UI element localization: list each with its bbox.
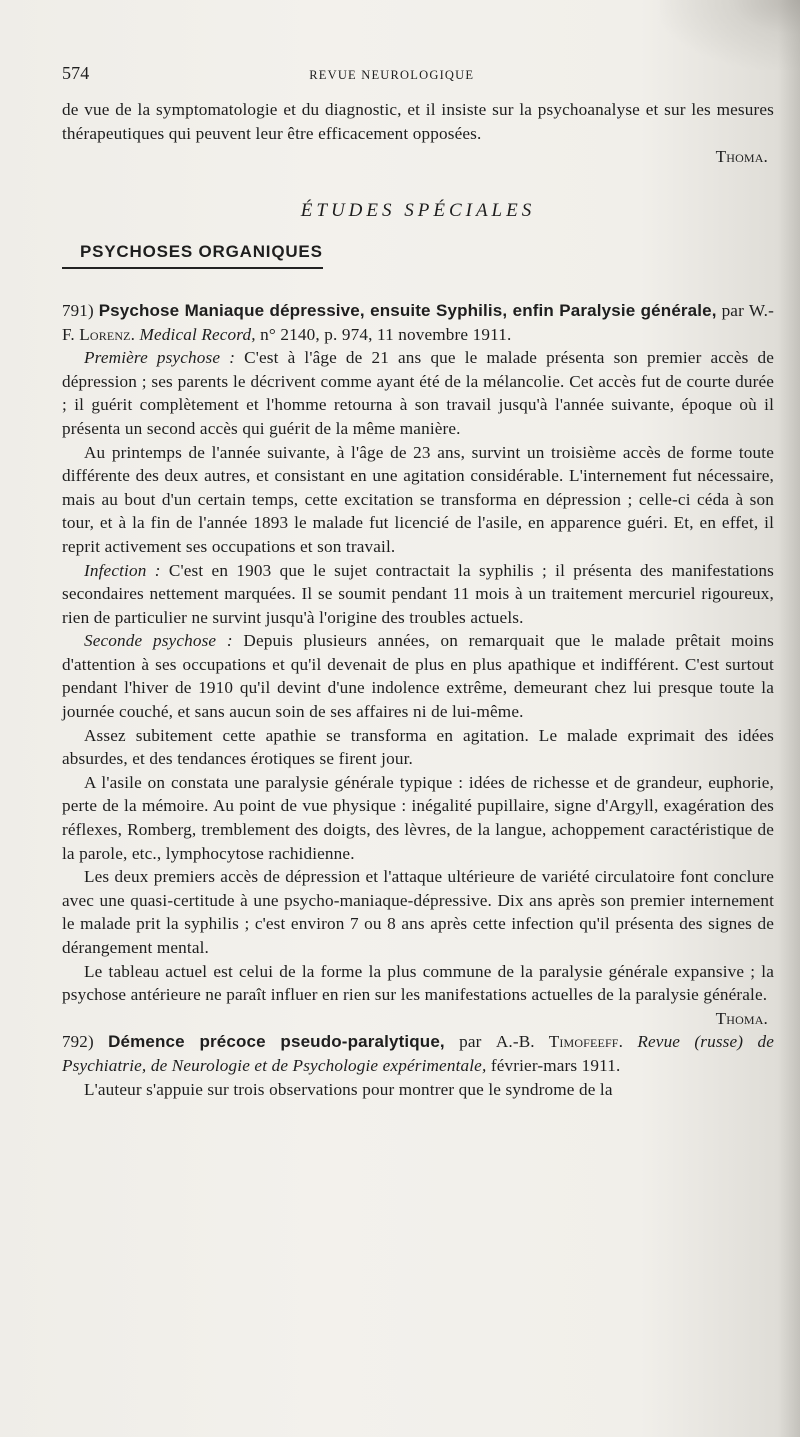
- entry-791-para-8: Le tableau actuel est celui de la forme la plus commune de la paralysie générale expansive ; la psychose antérieure ne paraît influer en rien sur les manifestations actuelles de la paralysie générale.: [62, 961, 774, 1005]
- page-header: [62, 62, 774, 92]
- entry-792-para-1: L'auteur s'appuie sur trois observations pour montrer que le syndrome de la: [84, 1079, 613, 1099]
- entry-792-title: Démence précoce pseudo-paralytique,: [108, 1032, 445, 1052]
- entry-792-citation: février-mars 1911.: [486, 1055, 621, 1075]
- entry-791-by: par: [716, 300, 749, 320]
- second-psychosis-label: Seconde psychose :: [84, 631, 233, 651]
- page-number: 574: [62, 63, 90, 83]
- infection-label: Infection :: [84, 560, 161, 580]
- first-psychosis-label: Première psychose :: [84, 348, 236, 368]
- entry-792-by: par: [444, 1032, 496, 1052]
- section-title: ÉTUDES SPÉCIALES: [300, 199, 536, 221]
- entry-791-number: 791): [62, 300, 94, 320]
- running-title: REVUE NEUROLOGIQUE: [309, 68, 475, 82]
- entry-792-heading: [62, 1030, 774, 1077]
- entry-792-journal: Revue (russe) de Psychiatrie, de Neurologie et de Psychologie expérimentale,: [62, 1032, 774, 1075]
- entry-792-author: A.-B. Timofeeff.: [495, 1032, 624, 1052]
- entry-791-para-6: A l'asile on constata une paralysie générale typique : idées de richesse et de grandeur, euphorie, perte de la mémoire. Au point de vue physique : inégalité pupillaire, signe d'Argyll, exagération des réflexes, Romberg, tremblement des doigts, des lèvres, de la langue, achoppement caractéristique de la parole, etc., lymphocytose rachidienne.: [62, 772, 774, 863]
- subsection-title: PSYCHOSES ORGANIQUES: [62, 240, 323, 269]
- entry-791-title: Psychose Maniaque dépressive, ensuite Syphilis, enfin Paralysie générale,: [98, 300, 717, 320]
- intro-signature: Thoma.: [715, 147, 768, 167]
- entry-791-para-2: Au printemps de l'année suivante, à l'âge de 23 ans, survint un troisième accès de forme toute différente des deux autres, et consistant en une agitation considérable. L'internement fut nécessaire, mais au bout d'un certain temps, cette excitation se transforma en dépression ; celle-ci céda à son tour, et à la fin de l'année 1893 le malade fut licencié de l'asile, en apparence guéri. Et, en effet, il reprit activement ses occupations et son travail.: [62, 442, 774, 556]
- entry-791-para-5: Assez subitement cette apathie se transforma en agitation. Le malade exprimait des idées absurdes, et des tendances érotiques se firent jour.: [62, 725, 774, 769]
- entry-791-para-1: [62, 346, 774, 440]
- page-content: [62, 62, 774, 1101]
- entry-791-journal: Medical Record,: [135, 324, 256, 344]
- entry-792-number: 792): [62, 1032, 94, 1052]
- entry-791-citation: n° 2140, p. 974, 11 novembre 1911.: [255, 324, 512, 344]
- entry-791-signature: Thoma.: [715, 1008, 768, 1028]
- first-psychosis-text: C'est à l'âge de 21 ans que le malade présenta son premier accès de dépression ; ses parents le décrivent comme ayant été de la mélancolie. Cet accès fut de courte durée ; il guérit complètement et l'homme retourna à son travail jusqu'à l'année suivante, époque où il présenta un second accès qui guérit de la même manière.: [62, 348, 775, 438]
- entry-791-heading: [62, 299, 774, 346]
- intro-paragraph: de vue de la symptomatologie et du diagnostic, et il insiste sur la psychoanalyse et sur les mesures thérapeutiques qui peuvent leur être efficacement opposées.: [62, 100, 774, 143]
- entry-791-para-3: [62, 559, 774, 630]
- infection-text: C'est en 1903 que le sujet contractait la syphilis ; il présenta des manifestations secondaires nettement marquées. Il se soumit pendant 11 mois à un traitement mercuriel rigoureux, rien de particulier ne survint jusqu'à l'origine des troubles actuels.: [62, 560, 774, 627]
- entry-791-para-4: [62, 629, 774, 723]
- second-psychosis-text: Depuis plusieurs années, on remarquait que le malade prêtait moins d'attention à ses occupations et qu'il devenait de plus en plus apathique et indifférent. C'est surtout pendant l'hiver de 1910 qu'il devint d'une indolence extrême, demeurant chez lui presque toute la journée couché, et sans aucun soin de ses affaires ni de lui-même.: [62, 631, 774, 722]
- page-edge-shadow: [778, 0, 800, 1437]
- entry-791-author: W.-F. Lorenz.: [62, 300, 774, 344]
- entry-791-para-7: Les deux premiers accès de dépression et l'attaque ultérieure de variété circulatoire font conclure avec une quasi-certitude à une psycho-maniaque-dépressive. Dix ans après son premier internement le malade prit la syphilis ; c'est environ 7 ou 8 ans après cette infection qu'il présenta des signes de dérangement mental.: [62, 867, 774, 957]
